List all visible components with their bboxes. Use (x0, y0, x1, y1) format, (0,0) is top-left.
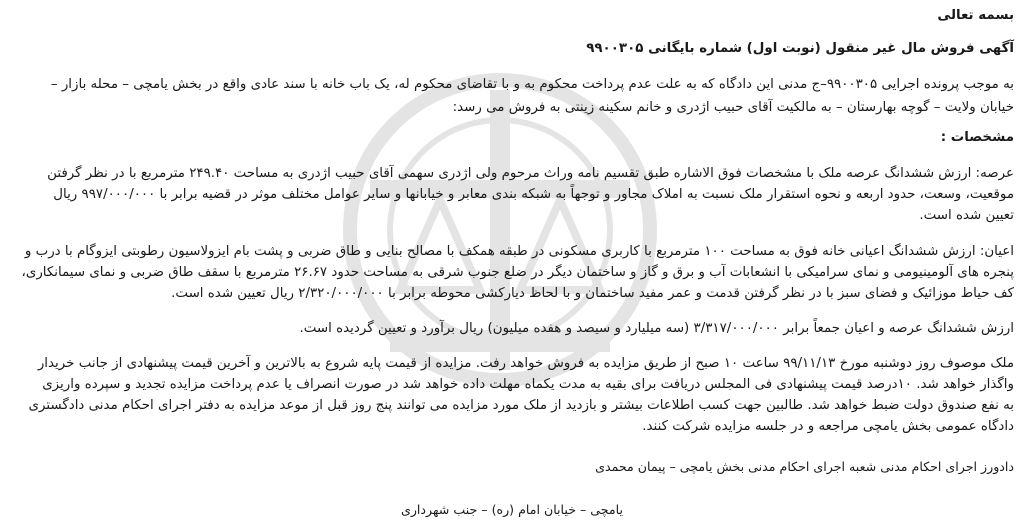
total-value-line: ارزش ششدانگ عرصه و اعیان جمعاً برابر ۳/۳۱۷/۰۰۰/۰۰۰ (سه میلیارد و سیصد و هفده میلیون) ریال برآورد و تعیین گردیده است. (299, 321, 1014, 336)
auction-terms-line: دادگاه عمومی بخش یامچی مراجعه و در جلسه مزایده شرکت کنند. (642, 419, 1014, 434)
building-spec-line: اعیان: ارزش ششدانگ اعیانی خانه فوق به مساحت ۱۰۰ مترمربع با کاربری مسکونی در طبقه همکف با مصالح بنایی و طاق ضربی و پشت بام ایزولاسیون رطوبتی ایزوگام با درب و (24, 244, 1014, 259)
land-spec-line: موقعیت، وسعت، حدود اربعه و نحوه استقرار ملک نسبت به املاک مجاور و توجهاً به شبکه بندی معابر و خیابانها و سایر عوامل مختلف موثر در قضیه برابر با ۹۹۷/۰۰۰/۰۰۰ ریال (53, 187, 1014, 202)
basmala: بسمه تعالی (937, 8, 1014, 23)
announcement-title: آگهی فروش مال غیر منقول (نوبت اول) شماره بایگانی ۹۹۰۰۳۰۵ (586, 41, 1014, 56)
land-spec-line: عرصه: ارزش ششدانگ عرصه ملک با مشخصات فوق الاشاره طبق تقسیم نامه وراث مرحوم ولی اژدری سهمی آقای حبیب اژدری به مساحت ۲۴۹.۴۰ مترمربع با در نظر گرفتن (47, 166, 1014, 181)
auction-terms-line: واگذار خواهد شد. ۱۰درصد قیمت پیشنهادی فی المجلس دریافت برای بقیه به مدت یکماه مهلت داده خواهد شد در صورت انصراف یا عدم پرداخت مزایده تجدید و سپرده واریزی (42, 377, 1014, 392)
land-spec-line: تعیین شده است. (919, 208, 1014, 223)
address-footer: یامچی – خیابان امام (ره) – جنب شهرداری (400, 502, 624, 517)
building-spec-line: کف حیاط موزائیک و فضای سبز با در نظر گرفتن قدمت و عمر مفید ساختمان و با لحاظ دیارکشی محوطه برابر با ۲/۳۲۰/۰۰۰/۰۰۰ ریال تعیین شده است. (171, 286, 1014, 301)
specs-heading: مشخصات : (940, 130, 1014, 145)
intro-line: خیابان ولایت – گوچه بهارستان – به مالکیت آقای حبیب اژدری و خانم سکینه زینتی به فروش می رسد: (452, 100, 1014, 115)
intro-line: به موجب پرونده اجرایی ۹۹۰۰۳۰۵–ج مدنی این دادگاه که به علت عدم پرداخت محکوم به و با تقاضای محکوم له، یک باب خانه با سند عادی واقع در بخش یامچی – محله بازار – (50, 77, 1014, 92)
auction-terms-line: به نفع صندوق دولت ضبط خواهد شد. طالبین جهت کسب اطلاعات بیشتر و بازدید از ملک مورد مزایده می توانند پنج روز قبل از موعد مزایده به دفتر اجرای احکام مدنی دادگستری (28, 398, 1014, 413)
building-spec-line: پنجره های آلومینیومی و نمای سرامیکی با انشعابات آب و برق و گاز و ساختمان دیگر در ضلع جنوب شرقی به مساحت حدود ۲۶.۶۷ مترمربع با سقف طاق ضربی و نمای سیمانکاری، (21, 265, 1014, 280)
auction-terms-line: ملک موصوف روز دوشنبه مورخ ۹۹/۱۱/۱۳ ساعت ۱۰ صبح از طریق مزایده به فروش خواهد رفت. مزایده از قیمت پایه شروع به بالاترین و آخرین قیمت پیشنهادی از جانب خریدار (37, 356, 1014, 371)
signature: دادورز اجرای احکام مدنی شعبه اجرای احکام مدنی بخش یامچی – پیمان محمدی (595, 459, 1014, 474)
